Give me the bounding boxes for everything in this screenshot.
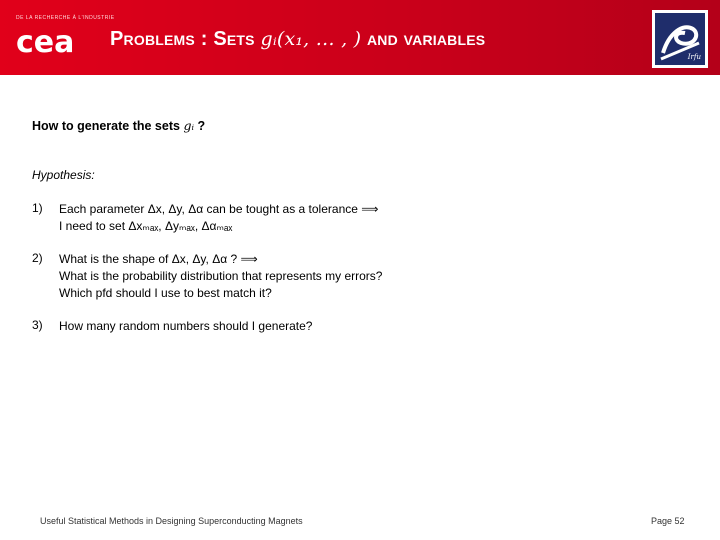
item-line: What is the shape of Δx, Δy, Δα ? ⟹ [59,252,258,266]
item-line: How many random numbers should I generate? [59,319,313,333]
item-number: 1) [32,201,43,215]
slide-title [110,28,485,51]
page-number: Page 52 [651,516,685,526]
question-mark: ? [197,119,206,133]
irfu-logo [652,10,708,68]
question-math: gᵢ [183,118,194,133]
item-line: I need to set Δxₘₐₓ, Δyₘₐₓ, Δαₘₐₓ [59,219,233,233]
item-number: 2) [32,251,43,265]
item-number: 3) [32,318,43,332]
footer-title: Useful Statistical Methods in Designing Superconducting Magnets [40,516,303,526]
item-line: Which pfd should I use to best match it? [59,286,272,300]
title-prefix: Problems : Sets [110,28,255,50]
irfu-text: Irfu [687,53,701,61]
hypothesis-label: Hypothesis: [32,168,95,182]
question-heading [32,118,205,133]
title-suffix: and variables [366,28,486,50]
cea-tagline: DE LA RECHERCHE À L'INDUSTRIE [16,15,115,21]
item-line: What is the probability distribution that represents my errors? [59,269,383,283]
question-text: How to generate the sets [32,119,180,133]
slide-header [0,0,720,75]
title-math: gᵢ(x₁, … , ) [260,28,362,50]
item-line: Each parameter Δx, Δy, Δα can be tought as a tolerance ⟹ [59,202,379,216]
svg-text:cea: cea [16,25,75,60]
